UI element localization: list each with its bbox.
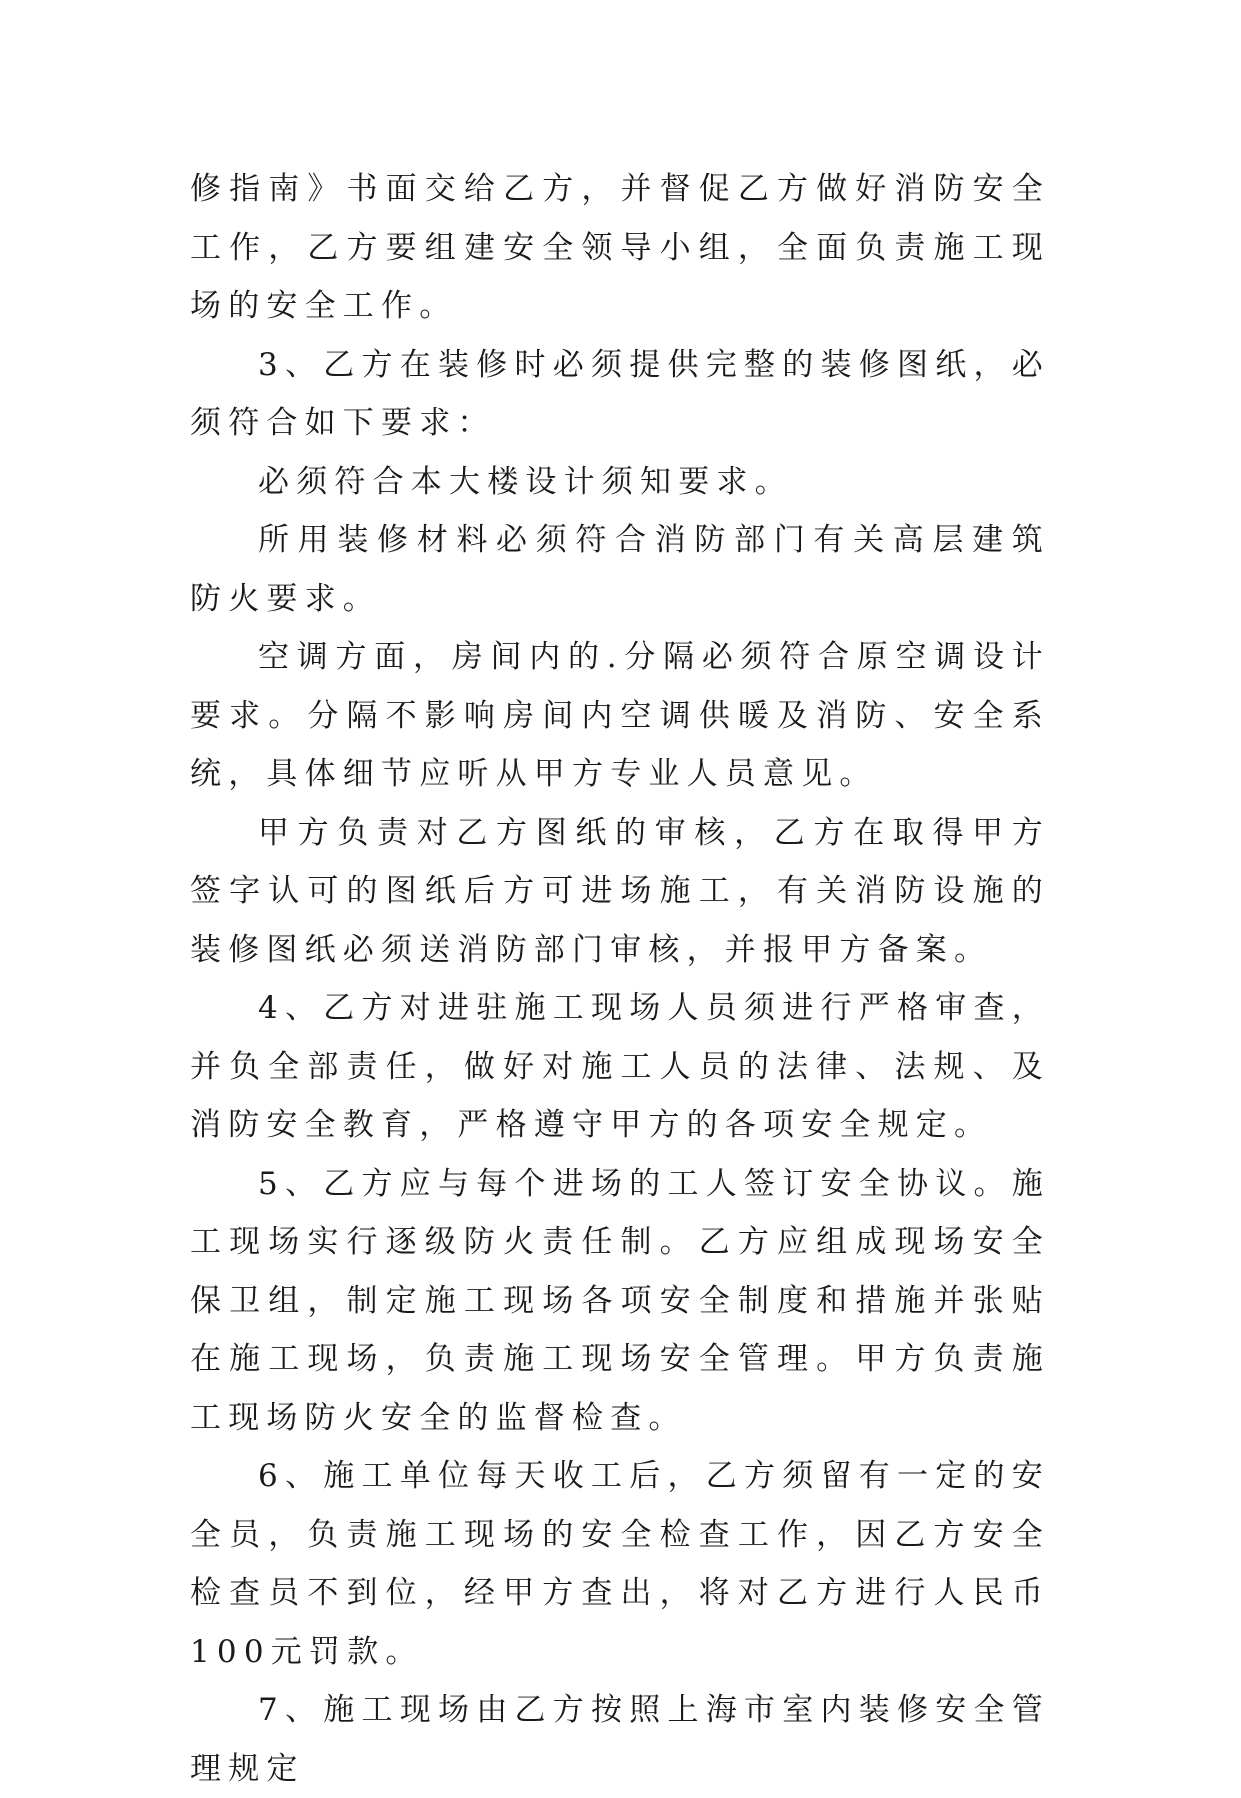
paragraph-3: 必须符合本大楼设计须知要求。 [258,463,793,500]
paragraph-6: 甲方负责对乙方图纸的审核，乙方在取得甲方签字认可的图纸后方可进场施工，有关消防设施的装修图纸必须送消防部门审核，并报甲方备案。 [190,814,1050,968]
paragraph-1: 修指南》书面交给乙方，并督促乙方做好消防安全工作，乙方要组建安全领导小组，全面负责施工现场的安全工作。 [190,171,1050,324]
paragraph-4: 所用装修材料必须符合消防部门有关高层建筑防火要求。 [190,522,1050,617]
paragraph-7: 4、乙方对进驻施工现场人员须进行严格审查，并负全部责任，做好对施工人员的法律、法规、及消防安全教育，严格遵守甲方的各项安全规定。 [190,990,1050,1143]
paragraph-10: 7、施工现场由乙方按照上海市室内装修安全管理规定 [190,1692,1050,1787]
paragraph-5: 空调方面，房间内的.分隔必须符合原空调设计要求。分隔不影响房间内空调供暖及消防、安全系统，具体细节应听从甲方专业人员意见。 [190,639,1050,792]
document-body [190,160,1050,1798]
paragraph-9: 6、施工单位每天收工后，乙方须留有一定的安全员，负责施工现场的安全检查工作，因乙方安全检查员不到位，经甲方查出，将对乙方进行人民币100元罚款。 [190,1458,1050,1670]
paragraph-2: 3、乙方在装修时必须提供完整的装修图纸，必须符合如下要求： [190,346,1050,441]
paragraph-8: 5、乙方应与每个进场的工人签订安全协议。施工现场实行逐级防火责任制。乙方应组成现场安全保卫组，制定施工现场各项安全制度和措施并张贴在施工现场，负责施工现场安全管理。甲方负责施工现场防火安全的监督检查。 [190,1165,1050,1436]
